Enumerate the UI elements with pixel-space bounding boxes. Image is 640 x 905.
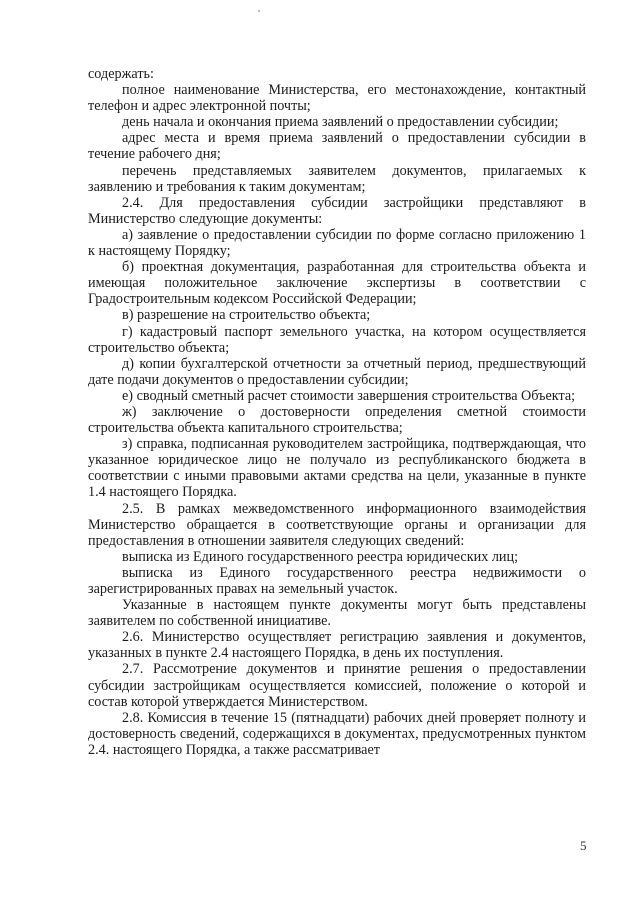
- page-number: 5: [580, 838, 587, 853]
- paragraph: перечень представляемых заявителем документов, прилагаемых к заявлению и требования к таким документам;: [88, 162, 586, 195]
- paragraph: б) проектная документация, разработанная для строительства объекта и имеющая положительное заключение экспертизы в соответствии с Градостроительным кодексом Российской Федерации;: [88, 259, 586, 308]
- document-body: [88, 66, 586, 758]
- paragraph: д) копии бухгалтерской отчетности за отчетный период, предшествующий дате подачи документов о предоставлении субсидии;: [88, 355, 586, 388]
- paragraph: адрес места и время приема заявлений о предоставлении субсидии в течение рабочего дня;: [88, 130, 586, 163]
- scan-dot: [258, 10, 260, 12]
- paragraph: 2.6. Министерство осуществляет регистрацию заявления и документов, указанных в пункте 2.4 настоящего Порядка, в день их поступления.: [88, 629, 586, 662]
- paragraph: содержать:: [88, 66, 154, 82]
- paragraph: з) справка, подписанная руководителем застройщика, подтверждающая, что указанное юридическое лицо не получало из республиканского бюджета в соответствии с иными правовыми актами средства на цели, указанные в пункте 1.4 настоящего Порядка.: [88, 436, 586, 501]
- paragraph: 2.8. Комиссия в течение 15 (пятнадцати) рабочих дней проверяет полноту и достоверность сведений, содержащихся в документах, предусмотренных пунктом 2.4. настоящего Порядка, а также рассматривает: [88, 709, 586, 758]
- paragraph: е) сводный сметный расчет стоимости завершения строительства Объекта;: [122, 387, 576, 404]
- paragraph: полное наименование Министерства, его местонахождение, контактный телефон и адрес электронной почты;: [88, 82, 586, 115]
- paragraph: 2.7. Рассмотрение документов и принятие решения о предоставлении субсидии застройщикам осуществляется комиссией, положение о которой и состав которой утверждается Министерством.: [88, 661, 586, 710]
- paragraph: 2.4. Для предоставления субсидии застройщики представляют в Министерство следующие документы:: [88, 194, 586, 227]
- paragraph: выписка из Единого государственного реестра недвижимости о зарегистрированных правах на земельный участок.: [88, 564, 586, 597]
- paragraph: Указанные в настоящем пункте документы могут быть представлены заявителем по собственной инициативе.: [88, 597, 586, 630]
- paragraph: 2.5. В рамках межведомственного информационного взаимодействия Министерство обращается в соответствующие органы и организации для предоставления в отношении заявителя следующих сведений:: [88, 500, 586, 549]
- paragraph: в) разрешение на строительство объекта;: [122, 307, 371, 324]
- paragraph: г) кадастровый паспорт земельного участка, на котором осуществляется строительство объекта;: [88, 323, 586, 356]
- paragraph: а) заявление о предоставлении субсидии по форме согласно приложению 1 к настоящему Порядку;: [88, 226, 586, 260]
- paragraph: день начала и окончания приема заявлений о предоставлении субсидии;: [122, 114, 559, 131]
- paragraph: выписка из Единого государственного реестра юридических лиц;: [122, 548, 519, 565]
- paragraph: ж) заключение о достоверности определения сметной стоимости строительства объекта капитального строительства;: [88, 403, 586, 437]
